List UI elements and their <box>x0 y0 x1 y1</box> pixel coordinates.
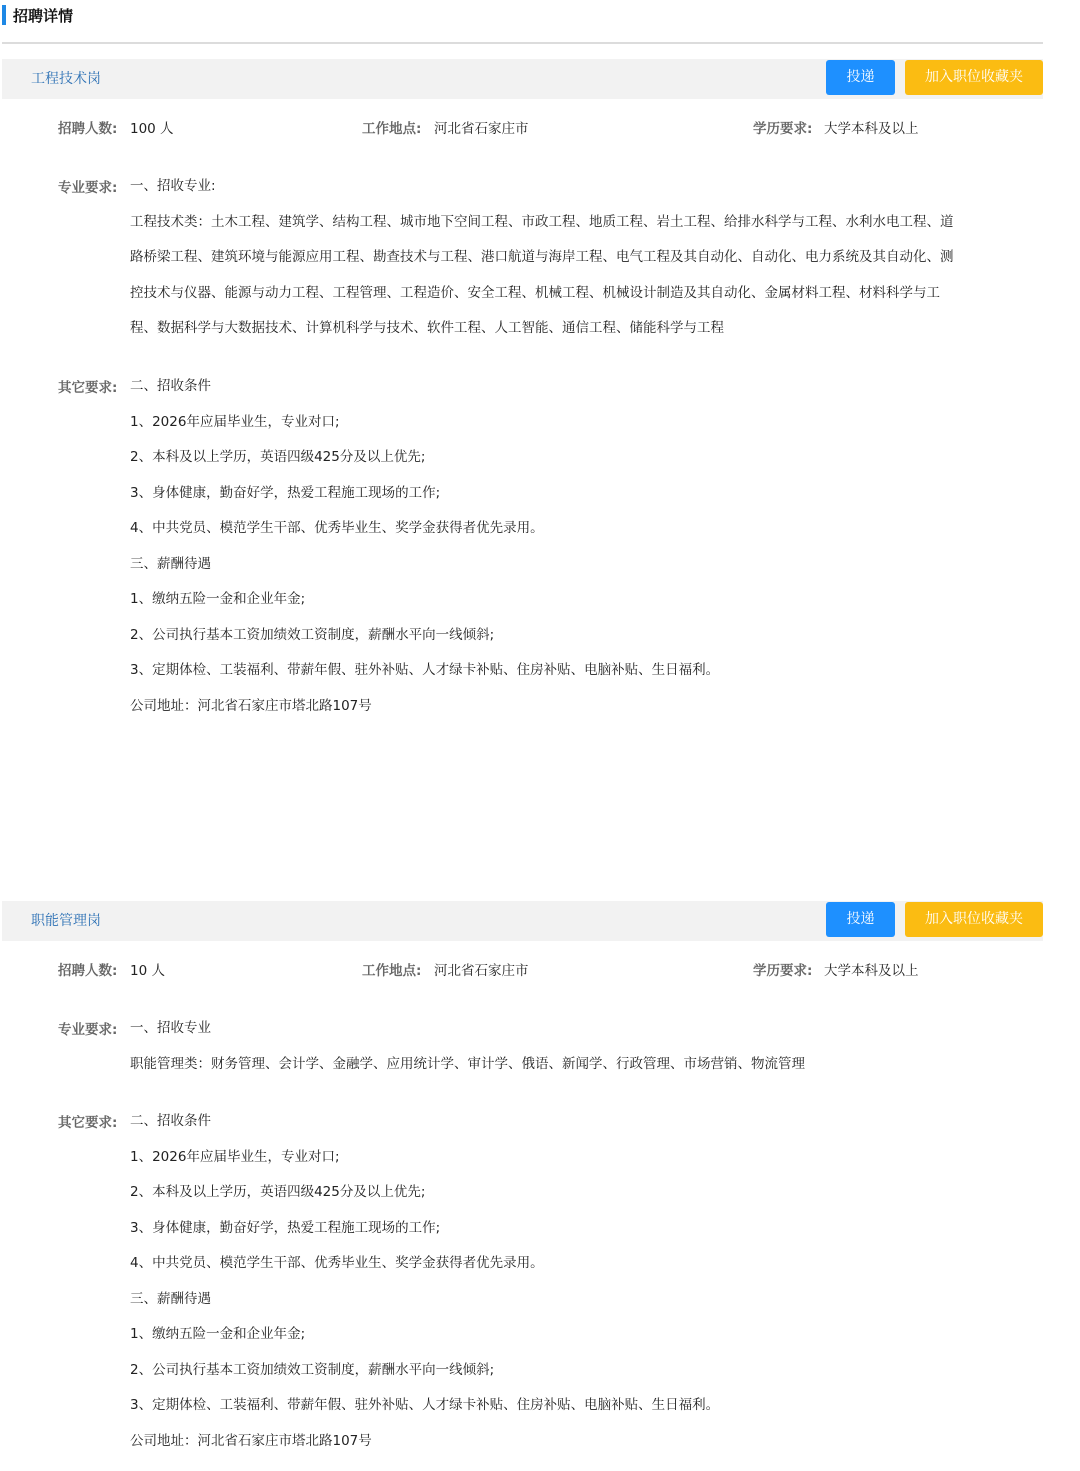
other-line: 2、本科及以上学历，英语四级425分及以上优先; <box>130 1184 426 1200</box>
location-label: 工作地点: <box>362 121 422 137</box>
major-lines <box>130 1018 980 1089</box>
add-to-favorites-button[interactable]: 加入职位收藏夹 <box>905 902 1043 937</box>
other-label: 其它要求: <box>58 1115 118 1131</box>
other-label: 其它要求: <box>58 380 118 396</box>
major-line: 工程技术类：土木工程、建筑学、结构工程、城市地下空间工程、市政工程、地质工程、岩土工程、给排水科学与工程、水利水电工程、道 <box>130 213 954 230</box>
job-card <box>2 59 1043 714</box>
major-line: 程、数据科学与大数据技术、计算机科学与技术、软件工程、人工智能、通信工程、储能科学与工程 <box>130 320 724 336</box>
other-line: 公司地址：河北省石家庄市塔北路107号 <box>130 1432 372 1449</box>
job-title[interactable]: 工程技术岗 <box>31 71 101 87</box>
headcount-value: 10 人 <box>130 963 165 979</box>
other-line: 2、公司执行基本工资加绩效工资制度，薪酬水平向一线倾斜; <box>130 626 495 643</box>
major-lines <box>130 176 980 354</box>
other-line: 二、招收条件 <box>130 378 211 394</box>
major-line: 一、招收专业: <box>130 178 216 194</box>
major-line: 一、招收专业 <box>130 1020 211 1036</box>
job-card <box>2 901 1043 1449</box>
title-accent-bar <box>2 5 6 25</box>
other-lines <box>130 376 980 731</box>
headcount-label: 招聘人数: <box>58 121 118 137</box>
location-value: 河北省石家庄市 <box>434 963 529 979</box>
other-line: 二、招收条件 <box>130 1113 211 1129</box>
job-info-row <box>2 959 1043 983</box>
other-line: 4、中共党员、模范学生干部、优秀毕业生、奖学金获得者优先录用。 <box>130 520 544 536</box>
other-line: 2、本科及以上学历，英语四级425分及以上优先; <box>130 449 426 465</box>
other-line: 公司地址：河北省石家庄市塔北路107号 <box>130 697 372 714</box>
location-label: 工作地点: <box>362 963 422 979</box>
location-value: 河北省石家庄市 <box>434 121 529 137</box>
other-line: 3、定期体检、工装福利、带薪年假、驻外补贴、人才绿卡补贴、住房补贴、电脑补贴、生日福利。 <box>130 1397 720 1413</box>
other-line: 三、薪酬待遇 <box>130 1290 211 1307</box>
job-header <box>2 59 1043 99</box>
add-to-favorites-button[interactable]: 加入职位收藏夹 <box>905 60 1043 95</box>
other-line: 1、2026年应届毕业生，专业对口; <box>130 413 340 430</box>
other-lines <box>130 1111 980 1466</box>
major-line: 路桥梁工程、建筑环境与能源应用工程、勘查技术与工程、港口航道与海岸工程、电气工程及其自动化、自动化、电力系统及其自动化、测 <box>130 249 954 265</box>
major-line: 职能管理类：财务管理、会计学、金融学、应用统计学、审计学、俄语、新闻学、行政管理、市场营销、物流管理 <box>130 1055 805 1072</box>
headcount-label: 招聘人数: <box>58 963 118 979</box>
apply-button[interactable]: 投递 <box>826 60 895 95</box>
section-title-text: 招聘详情 <box>13 6 74 25</box>
education-label: 学历要求: <box>753 121 813 137</box>
job-header <box>2 901 1043 941</box>
education-value: 大学本科及以上 <box>824 963 919 979</box>
other-line: 3、身体健康，勤奋好学，热爱工程施工现场的工作; <box>130 1219 441 1236</box>
headcount-value: 100 人 <box>130 121 174 137</box>
other-line: 1、2026年应届毕业生，专业对口; <box>130 1148 340 1165</box>
education-value: 大学本科及以上 <box>824 121 919 137</box>
job-info-row <box>2 117 1043 141</box>
other-line: 1、缴纳五险一金和企业年金; <box>130 591 306 607</box>
other-line: 3、定期体检、工装福利、带薪年假、驻外补贴、人才绿卡补贴、住房补贴、电脑补贴、生日福利。 <box>130 662 720 678</box>
major-label: 专业要求: <box>58 1022 118 1038</box>
other-line: 2、公司执行基本工资加绩效工资制度，薪酬水平向一线倾斜; <box>130 1361 495 1378</box>
major-label: 专业要求: <box>58 180 118 196</box>
title-divider <box>2 42 1043 44</box>
job-title[interactable]: 职能管理岗 <box>31 913 101 929</box>
section-title <box>2 3 73 27</box>
education-label: 学历要求: <box>753 963 813 979</box>
apply-button[interactable]: 投递 <box>826 902 895 937</box>
major-line: 控技术与仪器、能源与动力工程、工程管理、工程造价、安全工程、机械工程、机械设计制造及其自动化、金属材料工程、材料科学与工 <box>130 284 940 301</box>
other-line: 1、缴纳五险一金和企业年金; <box>130 1326 306 1342</box>
other-line: 三、薪酬待遇 <box>130 555 211 572</box>
other-line: 4、中共党员、模范学生干部、优秀毕业生、奖学金获得者优先录用。 <box>130 1255 544 1271</box>
other-line: 3、身体健康，勤奋好学，热爱工程施工现场的工作; <box>130 484 441 501</box>
